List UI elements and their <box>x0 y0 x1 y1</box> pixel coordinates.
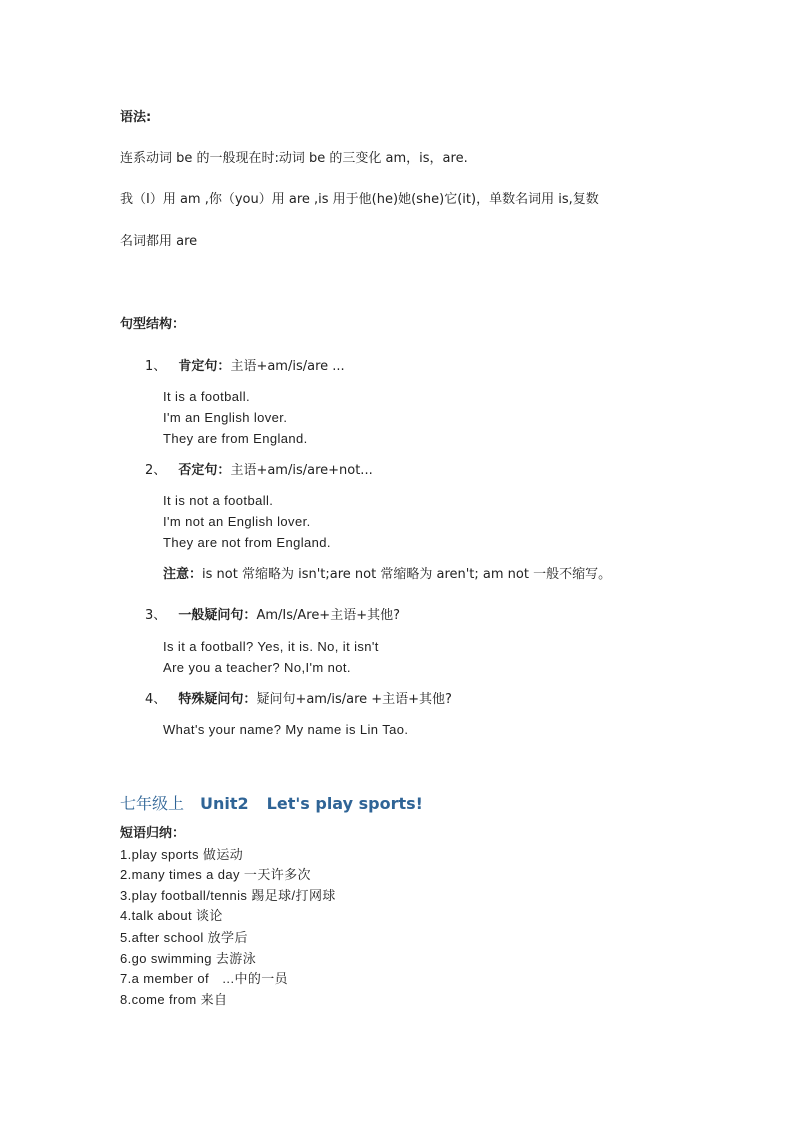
unit-name: Unit2 <box>200 794 249 813</box>
item-pattern: Am/Is/Are+主语+其他? <box>256 608 400 623</box>
item-number: 3、 <box>145 608 167 623</box>
item-label: 肯定句： <box>178 359 231 374</box>
grammar-line-3: 名词都用 are <box>120 234 198 249</box>
item-number: 4、 <box>145 692 167 707</box>
phrase-item: 8.come from 来自 <box>120 992 228 1007</box>
example-line: It is not a football. <box>163 493 274 508</box>
item-label: 否定句： <box>178 463 231 478</box>
phrase-item: 6.go swimming 去游泳 <box>120 951 257 966</box>
item-label: 特殊疑问句： <box>178 692 257 707</box>
example-line: They are not from England. <box>163 535 331 550</box>
item-label: 一般疑问句： <box>178 608 257 623</box>
structure-item-4 <box>145 692 452 708</box>
item-number: 1、 <box>145 359 167 374</box>
phrase-item: 7.a member of ...中的一员 <box>120 971 289 986</box>
item-pattern: 主语+am/is/are ... <box>230 359 345 374</box>
structure-heading: 句型结构： <box>120 317 186 332</box>
note-text: is not 常缩略为 isn't;are not 常缩略为 aren't; am not 一般不缩写。 <box>202 567 612 582</box>
structure-item-3 <box>145 608 400 624</box>
unit-grade: 七年级上 <box>120 794 185 813</box>
phrase-item: 5.after school 放学后 <box>120 930 248 945</box>
example-line: Is it a football? Yes, it is. No, it isn't <box>163 639 379 654</box>
example-line: They are from England. <box>163 431 308 446</box>
grammar-line-1: 连系动词 be 的一般现在时:动词 be 的三变化 am，is，are. <box>120 151 468 166</box>
phrase-item: 4.talk about 谈论 <box>120 908 223 923</box>
example-line: I'm not an English lover. <box>163 514 311 529</box>
item-pattern: 主语+am/is/are+not... <box>230 463 373 478</box>
structure-item-1 <box>145 359 345 375</box>
example-line: Are you a teacher? No,I'm not. <box>163 660 351 675</box>
phrase-item: 1.play sports 做运动 <box>120 847 244 862</box>
item-number: 2、 <box>145 463 167 478</box>
example-line: I'm an English lover. <box>163 410 288 425</box>
item-pattern: 疑问句+am/is/are +主语+其他? <box>256 692 452 707</box>
grammar-line-2: 我（I）用 am ,你（you）用 are ,is 用于他(he)她(she)它(it)，单数名词用 is,复数 <box>120 192 599 207</box>
example-line: What's your name? My name is Lin Tao. <box>163 722 409 737</box>
grammar-heading: 语法: <box>120 110 152 125</box>
structure-item-2 <box>145 463 373 479</box>
unit-title: Let's play sports! <box>266 794 423 813</box>
phrase-item: 2.many times a day 一天许多次 <box>120 867 311 882</box>
note-line <box>163 567 611 583</box>
phrases-heading: 短语归纳： <box>120 826 186 841</box>
example-line: It is a football. <box>163 389 251 404</box>
unit-heading <box>120 794 423 814</box>
phrase-item: 3.play football/tennis 踢足球/打网球 <box>120 888 336 903</box>
note-label: 注意： <box>163 567 203 582</box>
